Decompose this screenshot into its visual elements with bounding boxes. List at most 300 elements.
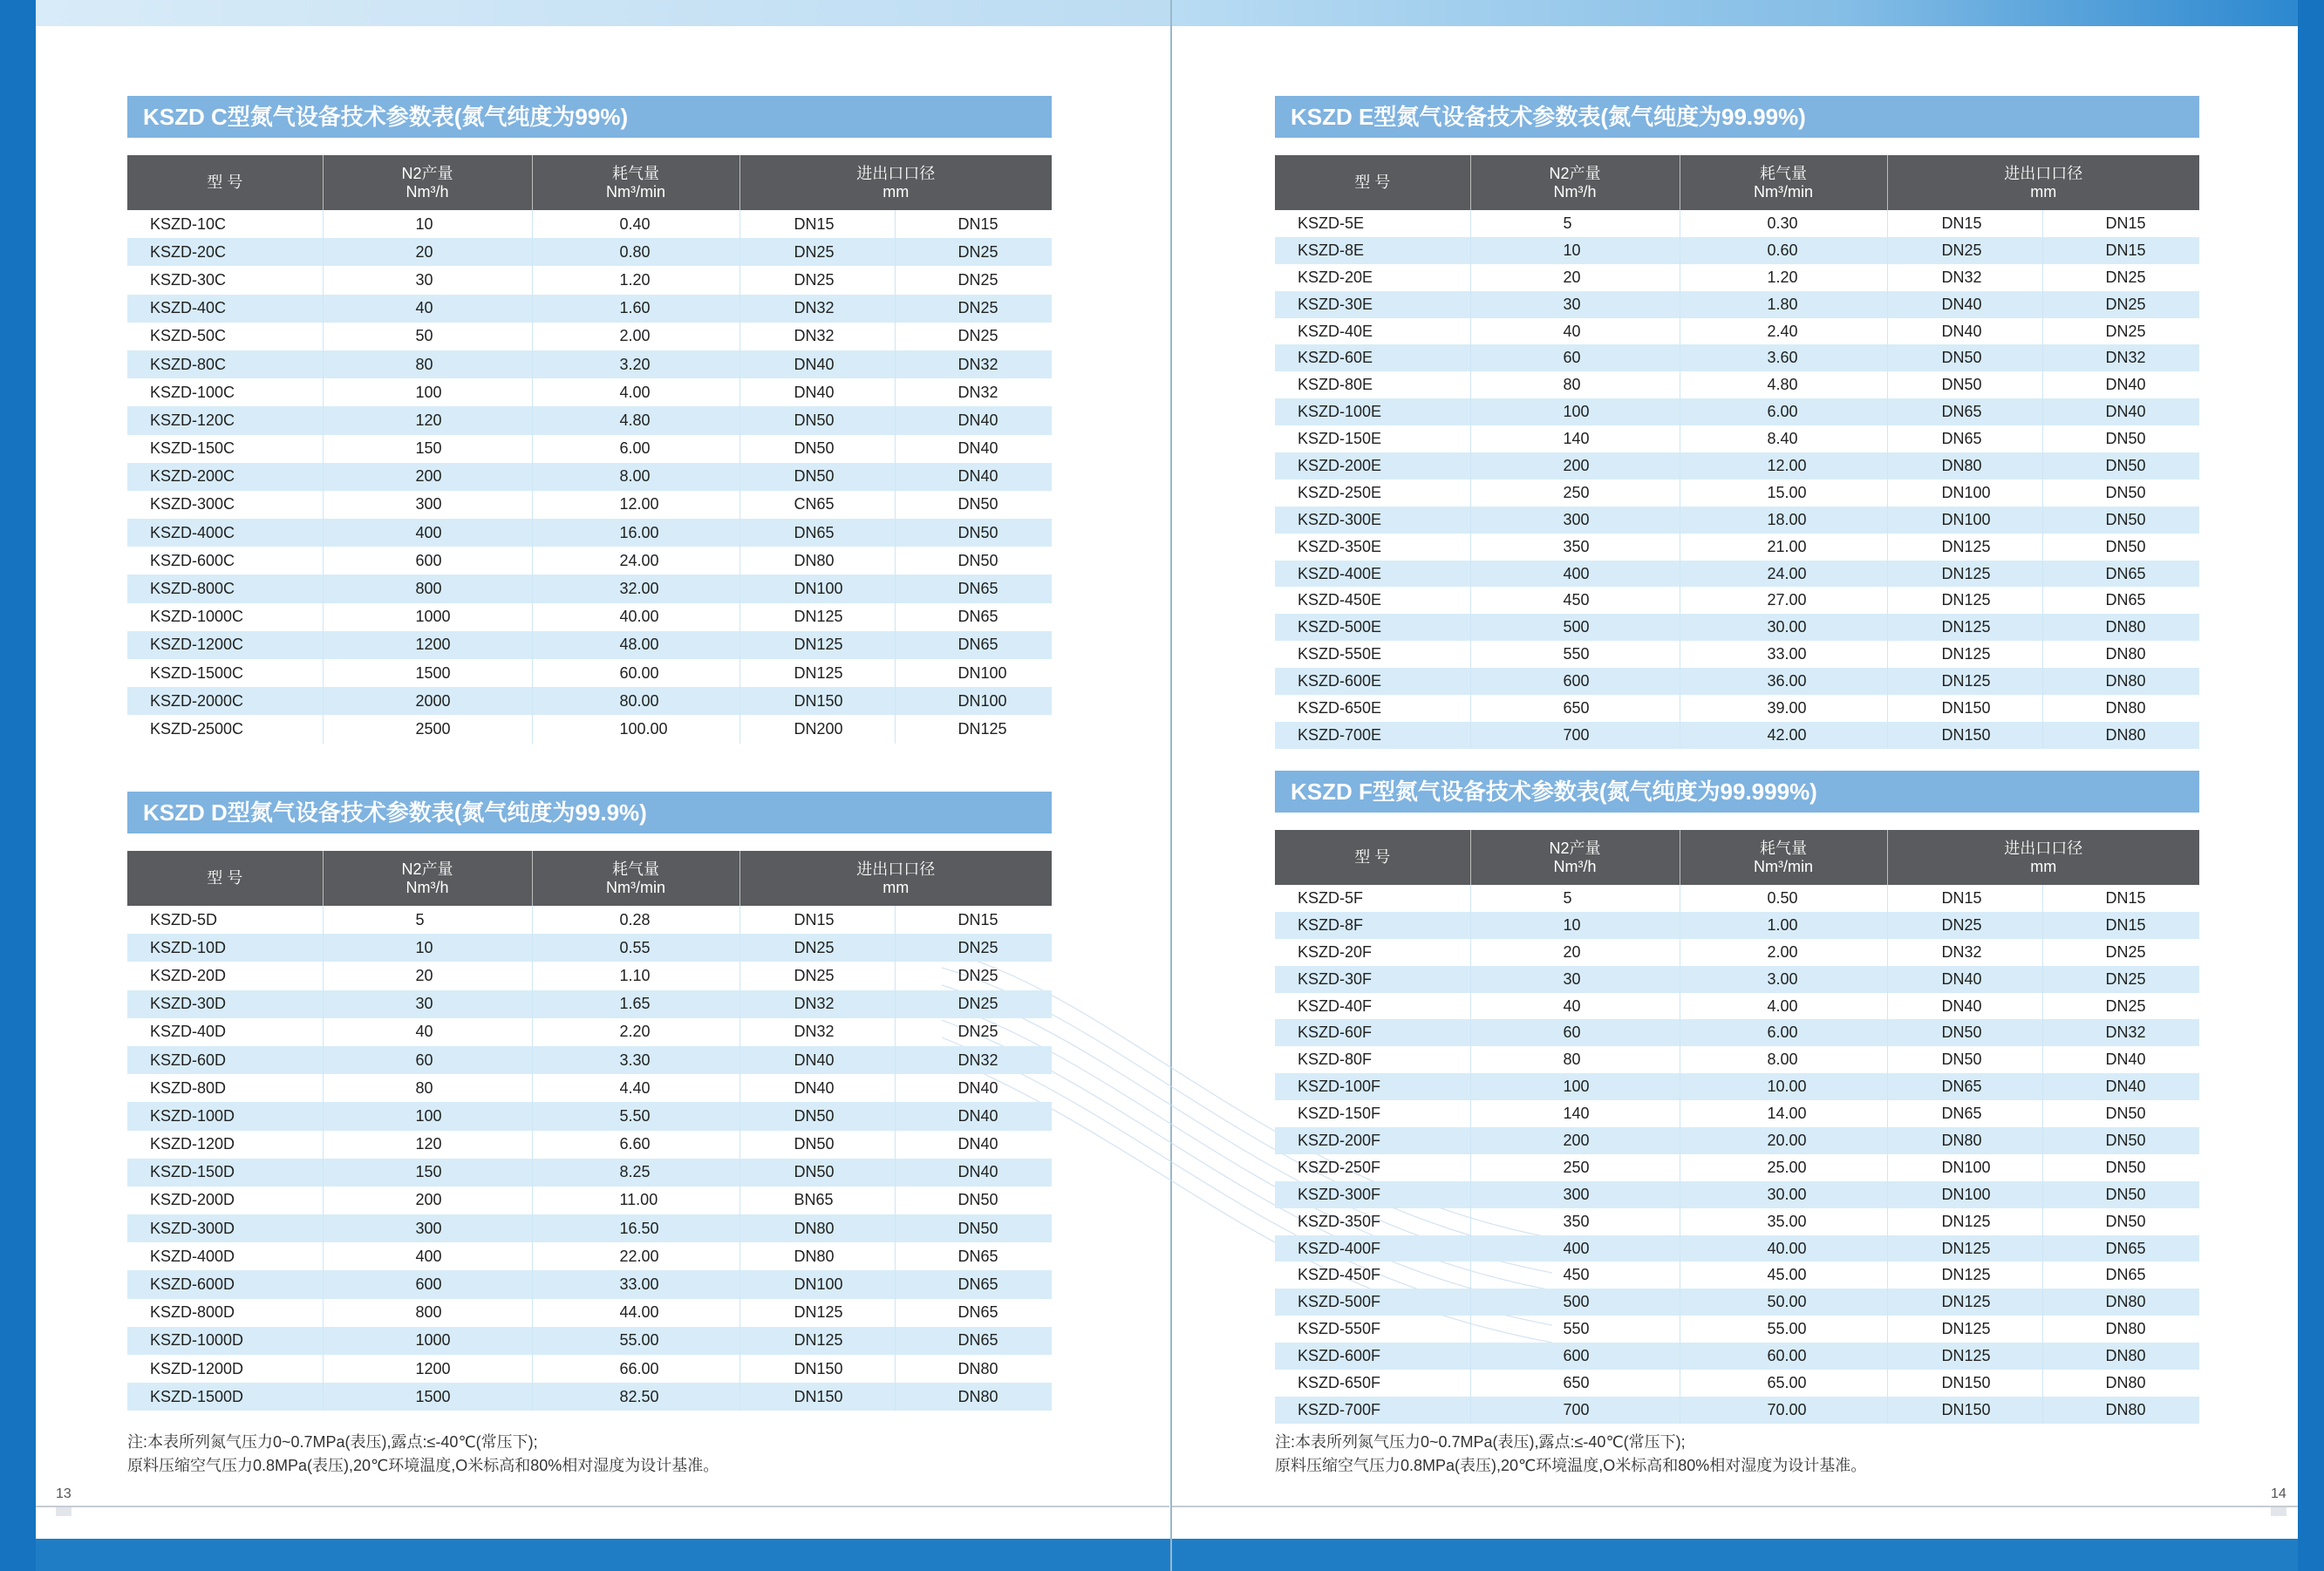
cell-model: KSZD-20E: [1275, 264, 1470, 291]
cell-air-consumption: 1.10: [532, 962, 739, 990]
cell-model: KSZD-500E: [1275, 614, 1470, 641]
cell-air-consumption: 25.00: [1680, 1154, 1887, 1181]
cell-inlet-size: DN65: [739, 519, 895, 547]
cell-outlet-size: DN32: [958, 383, 998, 401]
cell-n2-output: 80: [323, 350, 532, 378]
cell-n2-output: 250: [1470, 479, 1680, 507]
cell-model: KSZD-250F: [1275, 1154, 1470, 1181]
table-row: [127, 350, 1052, 378]
cell-inlet-size: DN80: [1887, 1127, 2042, 1154]
cell-model: KSZD-350E: [1275, 534, 1470, 561]
cell-air-consumption: 42.00: [1680, 722, 1887, 749]
cell-model: KSZD-550E: [1275, 641, 1470, 668]
cell-inlet-size: DN32: [739, 323, 895, 350]
cell-outlet-size: DN25: [2105, 268, 2146, 286]
cell-model: KSZD-2000C: [127, 687, 323, 715]
table-row: [127, 435, 1052, 463]
cell-air-consumption: 100.00: [532, 715, 739, 743]
cell-outlet-size: DN80: [2042, 1397, 2199, 1424]
page-number-left: 13: [56, 1486, 72, 1501]
cell-inlet-size: DN125: [739, 603, 895, 631]
table-row: [127, 687, 1052, 715]
table-row: [1275, 1289, 2199, 1316]
cell-n2-output: 650: [1470, 695, 1680, 722]
page-tab-right: [2271, 1507, 2287, 1516]
table-title: KSZD E型氮气设备技术参数表(氮气纯度为99.99%): [1275, 96, 2199, 138]
table-row: [1275, 1397, 2199, 1424]
table-row: [127, 1187, 1052, 1214]
cell-inlet-size: DN40: [1887, 966, 2042, 993]
table-row: [127, 1159, 1052, 1187]
header-port-size: 进出口口径 mm: [739, 851, 1052, 906]
cell-model: KSZD-80D: [127, 1074, 323, 1102]
table-row: [127, 934, 1052, 962]
cell-inlet-size: DN15: [739, 906, 895, 934]
cell-inlet-size: DN65: [1887, 1100, 2042, 1127]
cell-outlet-size: DN25: [958, 1023, 998, 1041]
cell-air-consumption: 3.60: [1680, 344, 1887, 371]
cell-n2-output: 300: [1470, 507, 1680, 534]
cell-model: KSZD-700F: [1275, 1397, 1470, 1424]
cell-n2-output: 300: [323, 1214, 532, 1242]
footnote-line: 原料压缩空气压力0.8MPa(表压),20℃环境温度,O米标高和80%相对湿度为设计基准。: [1275, 1457, 1867, 1474]
cell-outlet-size: DN25: [895, 295, 1052, 323]
table-row: [127, 266, 1052, 294]
cell-outlet-size: DN65: [895, 1327, 1052, 1355]
cell-model: KSZD-80F: [1275, 1046, 1470, 1073]
table-row: [1275, 237, 2199, 264]
cell-air-consumption: 2.00: [532, 323, 739, 350]
cell-outlet-size: DN50: [2042, 452, 2199, 479]
cell-air-consumption: 1.20: [532, 266, 739, 294]
cell-n2-output: 10: [323, 934, 532, 962]
cell-outlet-size: DN25: [2042, 966, 2199, 993]
cell-model: KSZD-8F: [1275, 912, 1470, 939]
cell-outlet-size: DN15: [2042, 912, 2199, 939]
cell-inlet-size: DN50: [739, 1159, 895, 1187]
cell-outlet-size: DN125: [958, 719, 1007, 738]
cell-model: KSZD-200F: [1275, 1127, 1470, 1154]
cell-n2-output: 120: [323, 1131, 532, 1159]
cell-n2-output: 700: [1470, 1397, 1680, 1424]
cell-n2-output: 600: [1470, 1343, 1680, 1370]
spec-table-f: [1275, 830, 2199, 1424]
cell-inlet-size: DN40: [1887, 318, 2042, 345]
cell-model: KSZD-10C: [127, 210, 323, 238]
cell-inlet-size: DN32: [1887, 264, 2042, 291]
cell-inlet-size: DN32: [739, 295, 895, 323]
cell-air-consumption: 21.00: [1680, 534, 1887, 561]
cell-outlet-size: DN15: [2042, 237, 2199, 264]
cell-outlet-size: DN25: [958, 966, 998, 984]
cell-outlet-size: DN25: [895, 990, 1052, 1018]
table-row: [1275, 722, 2199, 749]
cell-model: KSZD-1000D: [127, 1327, 323, 1355]
cell-model: KSZD-1000C: [127, 603, 323, 631]
header-model: 型 号: [1275, 830, 1470, 885]
cell-outlet-size: DN80: [895, 1383, 1052, 1411]
cell-inlet-size: DN125: [1887, 587, 2042, 614]
table-row: [127, 323, 1052, 350]
table-row: [127, 1327, 1052, 1355]
table-row: [127, 1355, 1052, 1383]
cell-model: KSZD-1200C: [127, 631, 323, 659]
cell-model: KSZD-60F: [1275, 1019, 1470, 1046]
cell-air-consumption: 1.65: [532, 990, 739, 1018]
cell-n2-output: 40: [1470, 318, 1680, 345]
cell-inlet-size: DN40: [739, 350, 895, 378]
table-row: [127, 1299, 1052, 1327]
bottom-decorative-band: [36, 1539, 2298, 1571]
header-n2-output: N2产量 Nm³/h: [323, 851, 532, 906]
cell-inlet-size: DN25: [739, 266, 895, 294]
cell-outlet-size: DN25: [2105, 996, 2146, 1015]
cell-n2-output: 100: [1470, 398, 1680, 425]
cell-air-consumption: 11.00: [532, 1187, 739, 1214]
cell-model: KSZD-600E: [1275, 668, 1470, 695]
table-row: [127, 1383, 1052, 1411]
cell-outlet-size: DN32: [2042, 344, 2199, 371]
cell-model: KSZD-5F: [1275, 885, 1470, 912]
cell-n2-output: 80: [1470, 371, 1680, 398]
table-row: [1275, 1073, 2199, 1100]
cell-inlet-size: DN40: [739, 378, 895, 406]
cell-outlet-size: DN80: [2042, 1289, 2199, 1316]
cell-air-consumption: 0.30: [1680, 210, 1887, 237]
cell-outlet-size: DN25: [2042, 291, 2199, 318]
spec-table-d: [127, 851, 1052, 1411]
cell-air-consumption: 1.80: [1680, 291, 1887, 318]
table-row: [1275, 1370, 2199, 1397]
cell-n2-output: 10: [1470, 237, 1680, 264]
cell-inlet-size: DN125: [1887, 1289, 2042, 1316]
cell-air-consumption: 6.60: [532, 1131, 739, 1159]
cell-air-consumption: 1.60: [532, 295, 739, 323]
header-model: 型 号: [127, 155, 323, 210]
cell-n2-output: 1500: [323, 1383, 532, 1411]
cell-outlet-size: DN15: [2105, 888, 2146, 907]
cell-n2-output: 500: [1470, 1289, 1680, 1316]
table-row: [1275, 210, 2199, 237]
cell-n2-output: 140: [1470, 425, 1680, 452]
cell-outlet-size: DN65: [2042, 1235, 2199, 1262]
cell-outlet-size: DN50: [2042, 507, 2199, 534]
cell-n2-output: 600: [323, 1270, 532, 1298]
table-row: [1275, 371, 2199, 398]
cell-inlet-size: DN40: [1887, 993, 2042, 1020]
cell-inlet-size: DN125: [1887, 1343, 2042, 1370]
cell-outlet-size: DN40: [958, 1135, 998, 1153]
cell-n2-output: 20: [1470, 939, 1680, 966]
cell-outlet-size: DN40: [2105, 1051, 2146, 1069]
table-row: [127, 210, 1052, 238]
header-model: 型 号: [1275, 155, 1470, 210]
cell-n2-output: 2000: [323, 687, 532, 715]
table-row: [127, 715, 1052, 743]
cell-n2-output: 300: [1470, 1181, 1680, 1208]
cell-air-consumption: 8.40: [1680, 425, 1887, 452]
table-row: [1275, 966, 2199, 993]
cell-n2-output: 20: [323, 238, 532, 266]
cell-air-consumption: 24.00: [1680, 561, 1887, 588]
table-row: [1275, 587, 2199, 614]
cell-outlet-size: DN80: [2042, 1343, 2199, 1370]
cell-air-consumption: 48.00: [532, 631, 739, 659]
cell-air-consumption: 18.00: [1680, 507, 1887, 534]
cell-n2-output: 80: [1470, 1046, 1680, 1073]
cell-air-consumption: 6.00: [1680, 1019, 1887, 1046]
cell-outlet-size: DN50: [2042, 1181, 2199, 1208]
table-row: [1275, 939, 2199, 966]
cell-model: KSZD-350F: [1275, 1208, 1470, 1235]
cell-outlet-size: DN50: [2105, 430, 2146, 448]
cell-model: KSZD-1200D: [127, 1355, 323, 1383]
cell-inlet-size: DN150: [1887, 695, 2042, 722]
cell-model: KSZD-50C: [127, 323, 323, 350]
cell-n2-output: 800: [323, 575, 532, 602]
cell-model: KSZD-150C: [127, 435, 323, 463]
cell-model: KSZD-60E: [1275, 344, 1470, 371]
cell-n2-output: 5: [1470, 885, 1680, 912]
top-decorative-band-right: [1170, 0, 2298, 26]
table-row: [1275, 614, 2199, 641]
cell-air-consumption: 8.00: [532, 463, 739, 491]
table-title: KSZD F型氮气设备技术参数表(氮气纯度为99.999%): [1275, 771, 2199, 813]
cell-n2-output: 400: [1470, 1235, 1680, 1262]
cell-air-consumption: 4.80: [1680, 371, 1887, 398]
cell-n2-output: 140: [1470, 1100, 1680, 1127]
cell-inlet-size: DN125: [739, 1327, 895, 1355]
cell-inlet-size: DN125: [1887, 668, 2042, 695]
cell-n2-output: 5: [1470, 210, 1680, 237]
cell-model: KSZD-80C: [127, 350, 323, 378]
cell-model: KSZD-30E: [1275, 291, 1470, 318]
cell-inlet-size: DN100: [739, 575, 895, 602]
cell-outlet-size: DN80: [2105, 1373, 2146, 1391]
cell-model: KSZD-30F: [1275, 966, 1470, 993]
table-row: [1275, 344, 2199, 371]
cell-air-consumption: 14.00: [1680, 1100, 1887, 1127]
cell-inlet-size: DN100: [1887, 507, 2042, 534]
table-title: KSZD D型氮气设备技术参数表(氮气纯度为99.9%): [127, 792, 1052, 833]
table-row: [1275, 1046, 2199, 1073]
cell-model: KSZD-100C: [127, 378, 323, 406]
cell-air-consumption: 60.00: [1680, 1343, 1887, 1370]
cell-inlet-size: BN65: [739, 1187, 895, 1214]
cell-model: KSZD-5E: [1275, 210, 1470, 237]
header-air-consumption: 耗气量 Nm³/min: [532, 851, 739, 906]
cell-air-consumption: 2.40: [1680, 318, 1887, 345]
cell-outlet-size: DN80: [958, 1359, 998, 1377]
cell-air-consumption: 2.20: [532, 1018, 739, 1046]
cell-model: KSZD-1500D: [127, 1383, 323, 1411]
cell-n2-output: 1200: [323, 1355, 532, 1383]
cell-model: KSZD-300F: [1275, 1181, 1470, 1208]
cell-outlet-size: DN25: [895, 238, 1052, 266]
cell-model: KSZD-100E: [1275, 398, 1470, 425]
left-page-edge-band: [0, 0, 36, 1571]
cell-air-consumption: 3.00: [1680, 966, 1887, 993]
cell-n2-output: 200: [1470, 452, 1680, 479]
cell-inlet-size: DN80: [739, 547, 895, 575]
cell-air-consumption: 50.00: [1680, 1289, 1887, 1316]
cell-outlet-size: DN25: [958, 327, 998, 345]
cell-inlet-size: DN150: [1887, 722, 2042, 749]
cell-inlet-size: DN150: [739, 687, 895, 715]
cell-air-consumption: 33.00: [532, 1270, 739, 1298]
cell-n2-output: 120: [323, 406, 532, 434]
cell-model: KSZD-650E: [1275, 695, 1470, 722]
cell-outlet-size: DN40: [895, 406, 1052, 434]
cell-model: KSZD-600D: [127, 1270, 323, 1298]
cell-outlet-size: DN65: [958, 1247, 998, 1265]
table-row: [1275, 1100, 2199, 1127]
cell-air-consumption: 22.00: [532, 1242, 739, 1270]
cell-air-consumption: 45.00: [1680, 1262, 1887, 1289]
cell-model: KSZD-200E: [1275, 452, 1470, 479]
cell-model: KSZD-120C: [127, 406, 323, 434]
table-row: [127, 378, 1052, 406]
table-row: [127, 1214, 1052, 1242]
cell-inlet-size: DN125: [1887, 534, 2042, 561]
table-row: [127, 1242, 1052, 1270]
cell-outlet-size: DN25: [2105, 322, 2146, 340]
cell-model: KSZD-1500C: [127, 659, 323, 687]
cell-n2-output: 200: [323, 1187, 532, 1214]
cell-inlet-size: DN50: [1887, 1046, 2042, 1073]
cell-n2-output: 60: [323, 1046, 532, 1074]
cell-outlet-size: DN40: [895, 1102, 1052, 1130]
cell-outlet-size: DN65: [895, 575, 1052, 602]
cell-outlet-size: DN80: [2042, 614, 2199, 641]
table-row: [127, 1046, 1052, 1074]
cell-inlet-size: DN200: [739, 715, 895, 743]
cell-inlet-size: DN150: [1887, 1370, 2042, 1397]
cell-n2-output: 100: [1470, 1073, 1680, 1100]
cell-inlet-size: DN15: [1887, 210, 2042, 237]
cell-air-consumption: 27.00: [1680, 587, 1887, 614]
cell-air-consumption: 16.50: [532, 1214, 739, 1242]
cell-n2-output: 20: [1470, 264, 1680, 291]
table-row: [127, 631, 1052, 659]
cell-n2-output: 40: [1470, 993, 1680, 1020]
cell-outlet-size: DN65: [958, 608, 998, 626]
cell-model: KSZD-300D: [127, 1214, 323, 1242]
cell-model: KSZD-60D: [127, 1046, 323, 1074]
table-row: [1275, 668, 2199, 695]
cell-outlet-size: DN65: [958, 1303, 998, 1322]
cell-air-consumption: 39.00: [1680, 695, 1887, 722]
cell-outlet-size: DN40: [958, 1078, 998, 1097]
table-row: [127, 906, 1052, 934]
cell-outlet-size: DN40: [2042, 1073, 2199, 1100]
cell-model: KSZD-700E: [1275, 722, 1470, 749]
cell-outlet-size: DN50: [2042, 1127, 2199, 1154]
cell-model: KSZD-20F: [1275, 939, 1470, 966]
cell-model: KSZD-800C: [127, 575, 323, 602]
cell-model: KSZD-2500C: [127, 715, 323, 743]
cell-air-consumption: 30.00: [1680, 614, 1887, 641]
cell-air-consumption: 0.50: [1680, 885, 1887, 912]
cell-outlet-size: DN25: [2105, 942, 2146, 961]
footnote-line: 注:本表所列氮气压力0~0.7MPa(表压),露点:≤-40℃(常压下);: [127, 1433, 538, 1451]
cell-inlet-size: DN150: [1887, 1397, 2042, 1424]
cell-model: KSZD-150D: [127, 1159, 323, 1187]
cell-air-consumption: 0.28: [532, 906, 739, 934]
cell-outlet-size: DN32: [2042, 1019, 2199, 1046]
cell-air-consumption: 2.00: [1680, 939, 1887, 966]
cell-model: KSZD-250E: [1275, 479, 1470, 507]
header-model: 型 号: [127, 851, 323, 906]
table-row: [1275, 318, 2199, 345]
cell-n2-output: 450: [1470, 1262, 1680, 1289]
table-row: [1275, 398, 2199, 425]
cell-outlet-size: DN80: [2105, 1320, 2146, 1338]
cell-inlet-size: DN65: [1887, 398, 2042, 425]
cell-outlet-size: DN32: [895, 1046, 1052, 1074]
cell-inlet-size: DN125: [1887, 1208, 2042, 1235]
cell-air-consumption: 0.80: [532, 238, 739, 266]
cell-model: KSZD-150F: [1275, 1100, 1470, 1127]
cell-n2-output: 40: [323, 1018, 532, 1046]
cell-air-consumption: 44.00: [532, 1299, 739, 1327]
table-row: [1275, 479, 2199, 507]
cell-outlet-size: DN50: [958, 1191, 998, 1209]
cell-model: KSZD-400C: [127, 519, 323, 547]
cell-model: KSZD-40C: [127, 295, 323, 323]
cell-outlet-size: DN40: [2105, 376, 2146, 394]
cell-model: KSZD-30D: [127, 990, 323, 1018]
cell-outlet-size: DN80: [2105, 645, 2146, 663]
table-row: [1275, 1316, 2199, 1343]
cell-model: KSZD-500F: [1275, 1289, 1470, 1316]
cell-model: KSZD-400E: [1275, 561, 1470, 588]
cell-air-consumption: 32.00: [532, 575, 739, 602]
table-row: [127, 659, 1052, 687]
cell-inlet-size: DN40: [739, 1074, 895, 1102]
spec-table-e: [1275, 155, 2199, 749]
cell-outlet-size: DN65: [895, 1270, 1052, 1298]
table-section-e: [1275, 96, 2199, 749]
cell-air-consumption: 10.00: [1680, 1073, 1887, 1100]
cell-outlet-size: DN15: [958, 214, 998, 233]
table-row: [1275, 425, 2199, 452]
cell-outlet-size: DN50: [2105, 537, 2146, 555]
cell-n2-output: 30: [323, 266, 532, 294]
cell-inlet-size: DN125: [1887, 561, 2042, 588]
header-n2-output: N2产量 Nm³/h: [323, 155, 532, 210]
cell-inlet-size: DN25: [739, 934, 895, 962]
cell-outlet-size: DN65: [2042, 561, 2199, 588]
cell-n2-output: 300: [323, 491, 532, 519]
cell-outlet-size: DN32: [895, 350, 1052, 378]
cell-air-consumption: 20.00: [1680, 1127, 1887, 1154]
header-air-consumption: 耗气量 Nm³/min: [1680, 830, 1887, 885]
cell-model: KSZD-10D: [127, 934, 323, 962]
cell-inlet-size: DN50: [1887, 344, 2042, 371]
cell-air-consumption: 4.00: [532, 378, 739, 406]
cell-air-consumption: 55.00: [1680, 1316, 1887, 1343]
header-air-consumption: 耗气量 Nm³/min: [532, 155, 739, 210]
table-row: [127, 603, 1052, 631]
header-port-size: 进出口口径 mm: [1887, 830, 2199, 885]
table-row: [1275, 1208, 2199, 1235]
cell-inlet-size: DN80: [1887, 452, 2042, 479]
table-row: [1275, 641, 2199, 668]
table-row: [1275, 1019, 2199, 1046]
cell-outlet-size: DN40: [2042, 398, 2199, 425]
cell-outlet-size: DN25: [895, 934, 1052, 962]
